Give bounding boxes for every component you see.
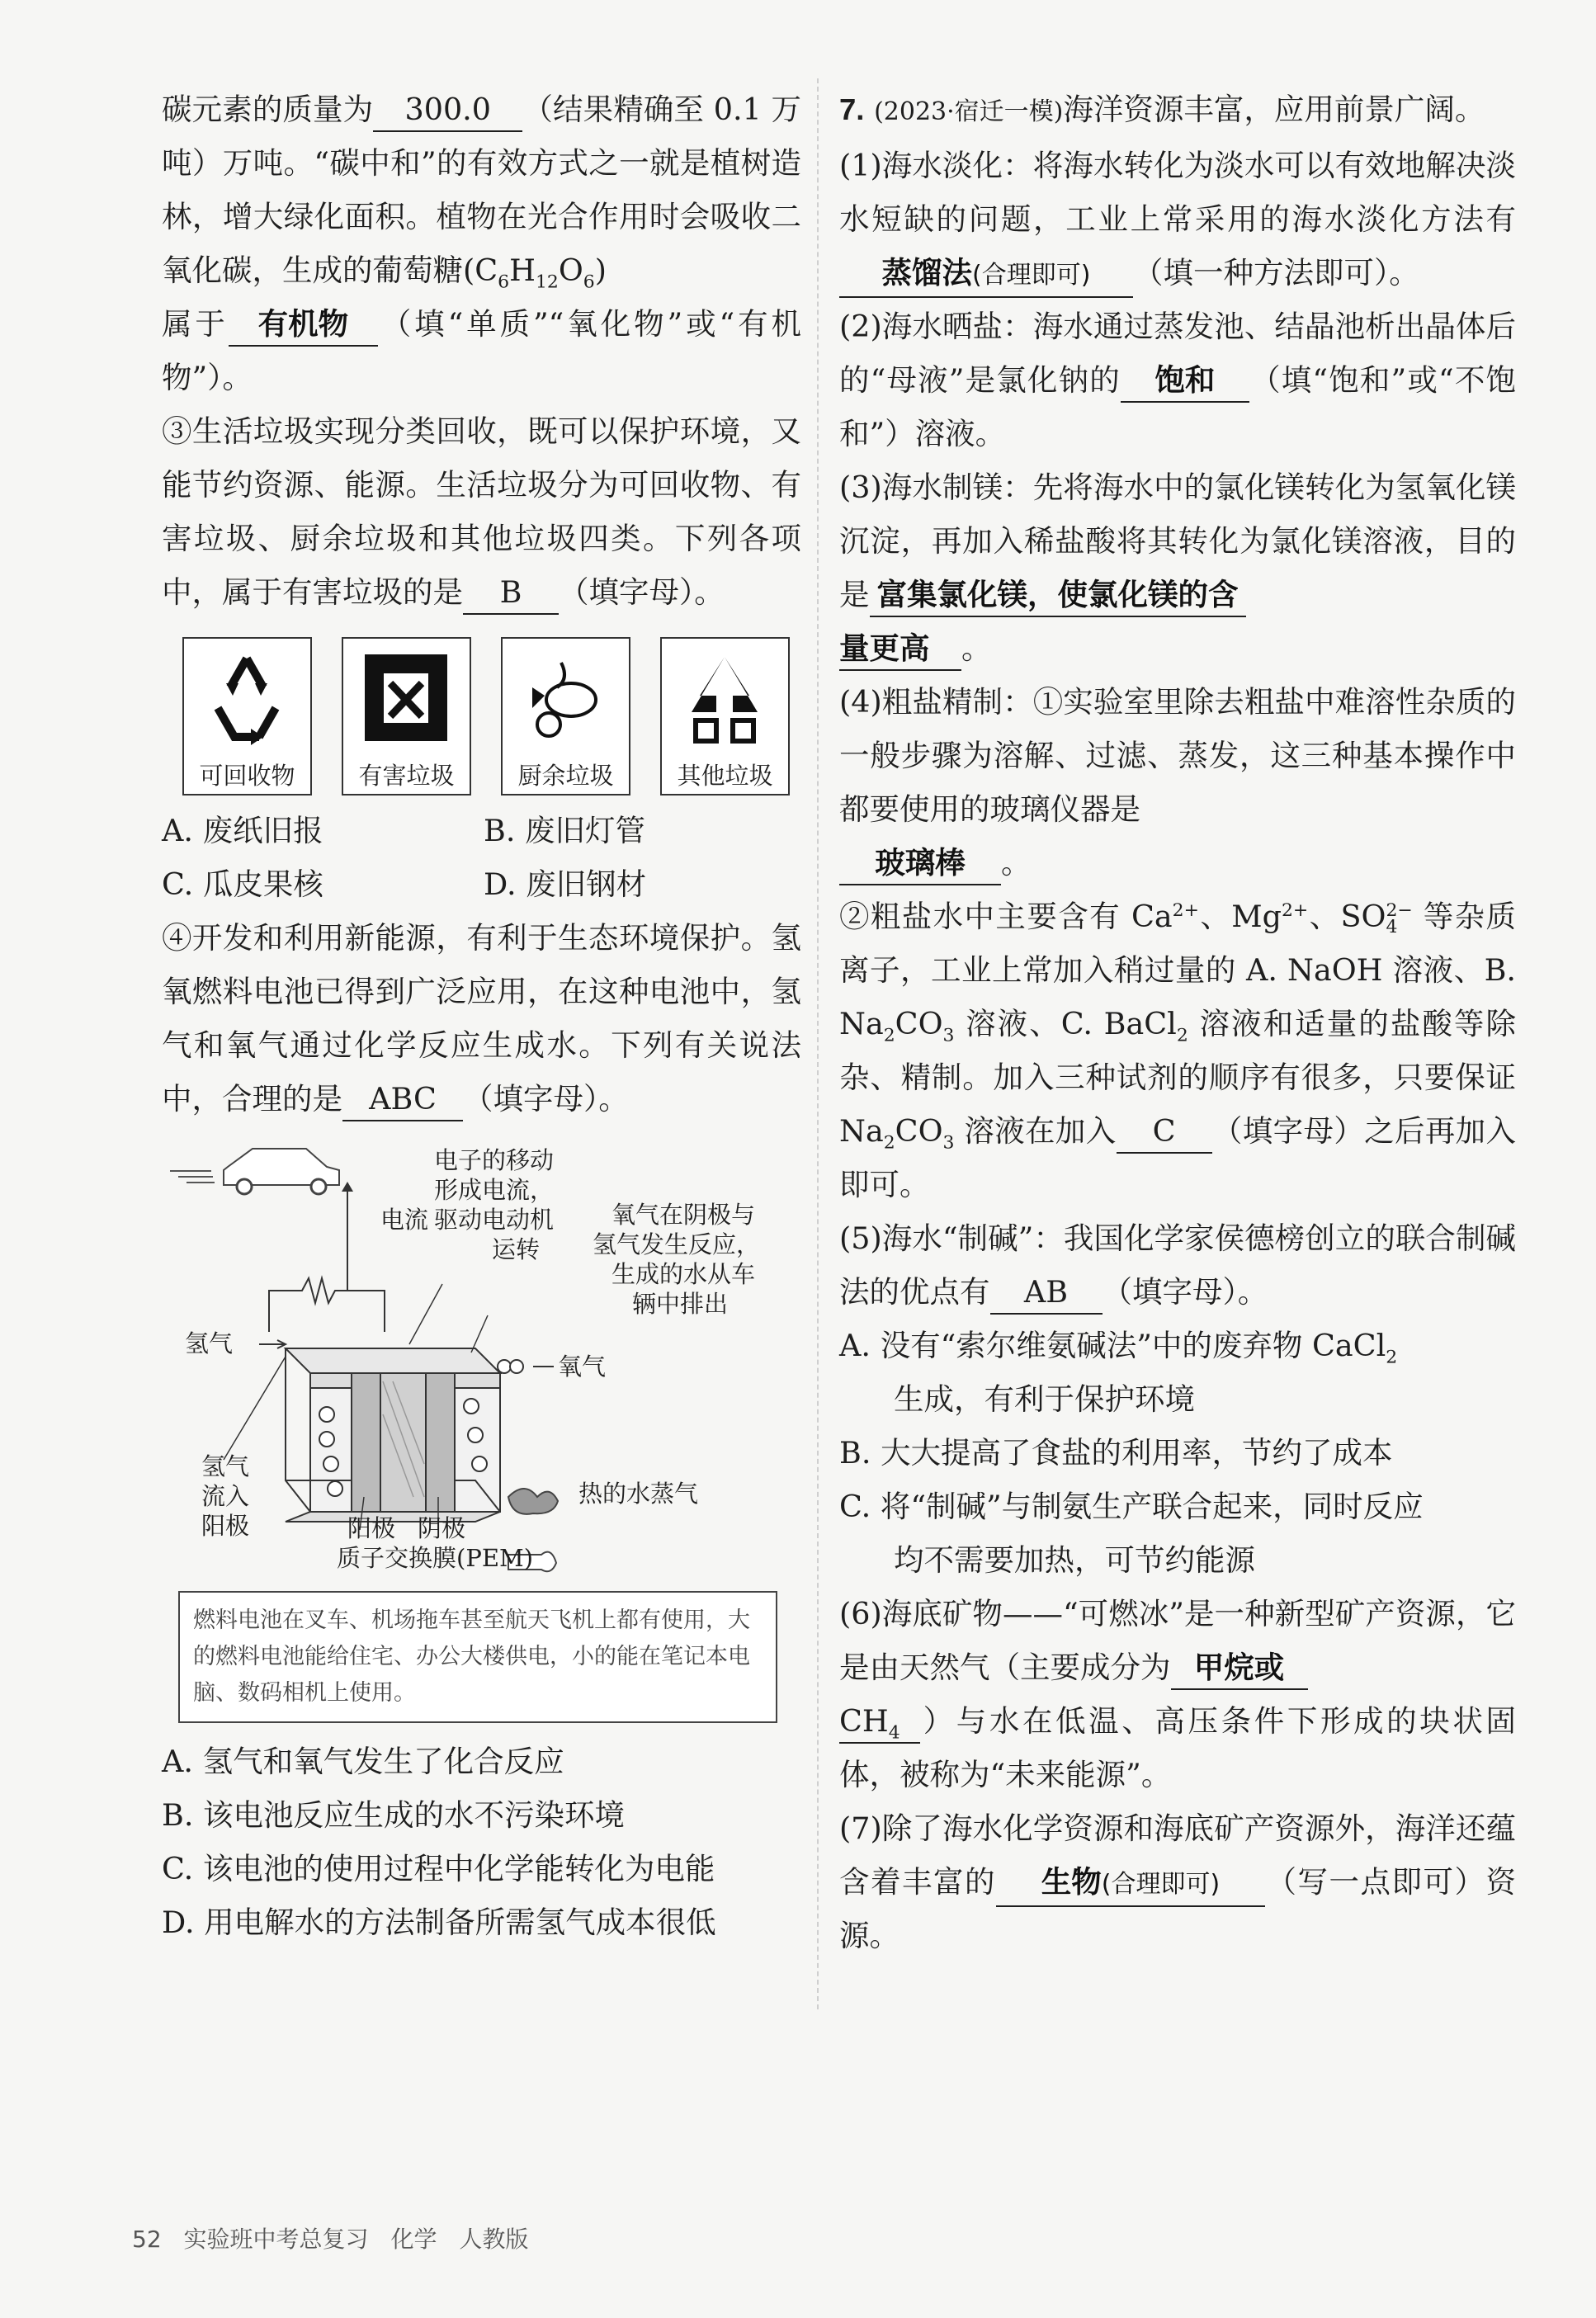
answer-p3-line2: 量更高	[839, 628, 961, 671]
part-2: (2)海水晒盐：海水通过蒸发池、结晶池析出晶体后的“母液”是氯化钠的 饱和 （填“饱和”或“不饱和”）溶液。	[839, 309, 1516, 451]
left-column	[162, 83, 801, 1949]
answer-p2: 饱和	[1121, 360, 1249, 403]
icon-box-hazardous: 有害垃圾	[342, 637, 471, 795]
answer-carbon-mass: 300.0	[373, 89, 522, 132]
answer-p3-line1: 富集氯化镁，使氯化镁的含	[870, 574, 1246, 617]
icon-box-other: 其他垃圾	[660, 637, 790, 795]
kitchen-waste-icon	[520, 650, 611, 749]
answer-p1: 蒸馏法(合理即可)	[839, 253, 1133, 298]
q4-option-d: D. 用电解水的方法制备所需氢气成本很低	[162, 1905, 716, 1940]
part-1: (1)海水淡化：将海水转化为淡水可以有效地解决淡水短缺的问题，工业上常采用的海水淡化方法有蒸馏法(合理即可) （填一种方法即可）。	[839, 139, 1516, 300]
answer-p6-line2: $CH_4$	[839, 1701, 920, 1744]
part-4-2: ②粗盐水中主要含有 $Ca^{2+}$、$Mg^{2+}$、SO 2− 4 等杂质离子，工业上常加入稍过量的 A. NaOH 溶液、B. $Na_2CO_3$ 溶液、C. BaCl$_2$ 溶液和适量的盐酸等除杂、精制。加入三种试剂的顺序有很多，只要保证 $Na_2CO_3$ 溶液在加入 C （填字母）之后再加入即可。	[839, 899, 1517, 1202]
icon-box-kitchen: 厨余垃圾	[501, 637, 630, 795]
waste-icons	[182, 637, 801, 795]
p5-option-a: A. 没有“索尔维氨碱法”中的废弃物 CaCl$_2$ 生成，有利于保护环境	[839, 1328, 1398, 1417]
answer-organic: 有机物	[229, 304, 378, 347]
answer-p5: AB	[990, 1272, 1103, 1315]
icon-box-recyclable: 可回收物	[182, 637, 312, 795]
part-5: (5)海水“制碱”：我国化学家侯德榜创立的联合制碱法的优点有 AB （填字母）。	[839, 1211, 1516, 1319]
part-7: (7)除了海水化学资源和海底矿产资源外，海洋还蕴含着丰富的 生物(合理即可) （写一点即可）资源。	[839, 1810, 1516, 1953]
subject: 化学	[390, 2226, 437, 2253]
edition: 人教版	[459, 2226, 529, 2253]
p5-option-b: B. 大大提高了食盐的利用率，节约了成本	[839, 1435, 1393, 1471]
answer-p4: 玻璃棒	[839, 843, 1001, 885]
q4-option-c: C. 该电池的使用过程中化学能转化为电能	[162, 1851, 715, 1886]
page-number: 52	[132, 2226, 162, 2253]
carbon-mass-paragraph: 碳元素的质量为 300.0 （结果精确至 0.1 万吨）万吨。“碳中和”的有效方式之一就是植树造林，增大绿化面积。植物在光合作用时会吸收二氧化碳，生成的葡萄糖$(C_6H_{12}O_6)$ 属于 有机物 （填“单质”“氧化物”或“有机物”）。	[162, 83, 801, 404]
part-3: (3)海水制镁：先将海水中的氯化镁转化为氢氧化镁沉淀，再加入稀盐酸将其转化为氯化镁溶液，目的是 富集氯化镁，使氯化镁的含 量更高 。	[839, 460, 1516, 675]
question-3-stem: ③生活垃圾实现分类回收，既可以保护环境，又能节约资源、能源。生活垃圾分为可回收物、有害垃圾、厨余垃圾和其他垃圾四类。下列各项中，属于有害垃圾的是 B （填字母）。	[162, 404, 801, 619]
page-footer	[132, 2221, 543, 2254]
p5-option-c: C. 将“制碱”与制氨生产联合起来，同时反应 均不需要加热，可节约能源	[839, 1489, 1424, 1578]
question-7-stem: 7. (2023·宿迁一模)海洋资源丰富，应用前景广阔。	[839, 92, 1485, 127]
recycle-icon	[201, 650, 292, 749]
q3-options-row-2: C. 瓜皮果核 D. 废旧钢材	[162, 866, 647, 902]
hazardous-waste-icon	[361, 650, 451, 749]
column-divider	[817, 78, 819, 2009]
part-4: (4)粗盐精制：①实验室里除去粗盐中难溶性杂质的一般步骤为溶解、过滤、蒸发，这三种基本操作中都要使用的玻璃仪器是 玻璃棒 。	[839, 675, 1516, 890]
other-waste-icon	[679, 650, 770, 749]
answer-p6-line1: 甲烷或	[1171, 1647, 1308, 1690]
book-title: 实验班中考总复习	[183, 2226, 369, 2253]
answer-q3: B	[463, 572, 559, 615]
part-6: (6)海底矿物——“可燃冰”是一种新型矿产资源，它是由天然气（主要成分为 甲烷或 $CH_4$ ）与水在低温、高压条件下形成的块状固体，被称为“未来能源”。	[839, 1596, 1516, 1792]
q3-options-row-1: A. 废纸旧报 B. 废旧灯管	[162, 813, 646, 848]
right-column	[839, 83, 1516, 1962]
question-4-stem: ④开发和利用新能源，有利于生态环境保护。氢氧燃料电池已得到广泛应用，在这种电池中，氢气和氧气通过化学反应生成水。下列有关说法中，合理的是 ABC （填字母）。	[162, 911, 801, 1126]
fuel-cell-figure: 电子的移动 形成电流， 电流 驱动电动机 运转 氧气在阴极与 氢气发生反应， 生成的水从车 辆中排出 氢气 氧气 氢气 流入 阳极 热的水蒸气 阳极 阴极 质子交换膜(PEM)	[162, 1134, 801, 1579]
q4-option-a: A. 氢气和氧气发生了化合反应	[162, 1744, 564, 1779]
q4-option-b: B. 该电池反应生成的水不污染环境	[162, 1797, 626, 1833]
answer-p4-2: C	[1117, 1111, 1212, 1154]
answer-p7: 生物(合理即可)	[996, 1862, 1265, 1907]
fuel-cell-note: 燃料电池在叉车、机场拖车甚至航天飞机上都有使用，大的燃料电池能给住宅、办公大楼供电，小的能在笔记本电脑、数码相机上使用。	[178, 1591, 777, 1723]
answer-q4: ABC	[342, 1079, 463, 1121]
